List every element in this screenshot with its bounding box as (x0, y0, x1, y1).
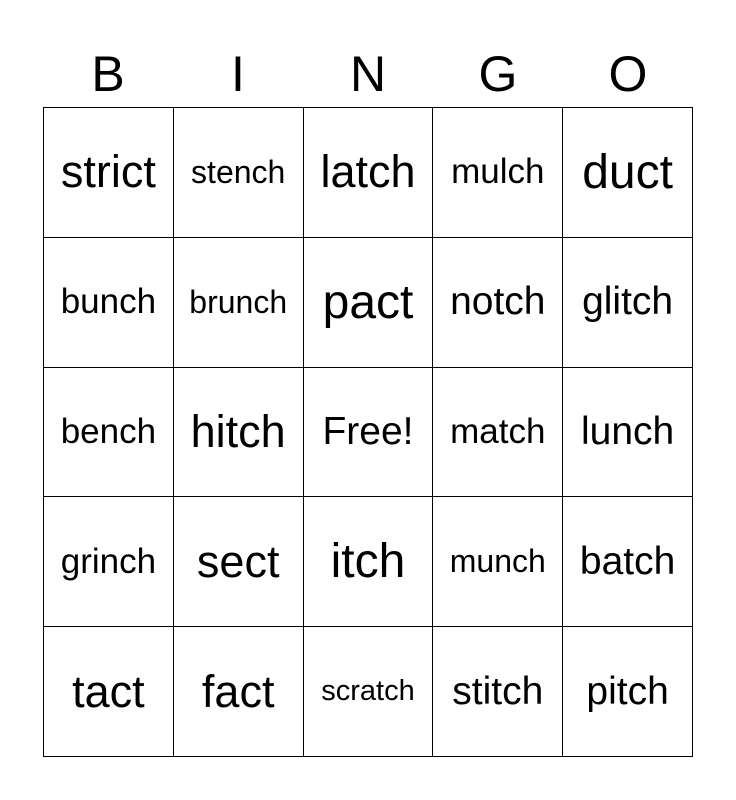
bingo-cell[interactable]: stench (174, 108, 304, 238)
bingo-cell[interactable]: mulch (433, 108, 563, 238)
bingo-cell[interactable]: pact (304, 238, 434, 368)
bingo-cell[interactable]: sect (174, 497, 304, 627)
header-letter-n: N (349, 46, 387, 102)
bingo-cell[interactable]: lunch (563, 368, 693, 498)
header-letter-o: O (608, 46, 648, 102)
free-space-cell[interactable]: Free! (304, 368, 434, 498)
bingo-cell[interactable]: duct (563, 108, 693, 238)
bingo-cell[interactable]: stitch (433, 627, 563, 757)
bingo-header (43, 44, 693, 108)
bingo-cell[interactable]: latch (304, 108, 434, 238)
bingo-cell[interactable]: strict (44, 108, 174, 238)
header-letter-g: G (478, 46, 518, 102)
bingo-cell[interactable]: fact (174, 627, 304, 757)
header-letter-i: I (231, 46, 245, 102)
bingo-cell[interactable]: notch (433, 238, 563, 368)
bingo-cell[interactable]: hitch (174, 368, 304, 498)
bingo-cell[interactable]: grinch (44, 497, 174, 627)
bingo-cell[interactable]: itch (304, 497, 434, 627)
bingo-cell[interactable]: pitch (563, 627, 693, 757)
bingo-cell[interactable]: batch (563, 497, 693, 627)
bingo-cell[interactable]: brunch (174, 238, 304, 368)
header-letter-b: B (91, 46, 125, 102)
bingo-cell[interactable]: glitch (563, 238, 693, 368)
bingo-board (43, 107, 693, 757)
bingo-cell[interactable]: bunch (44, 238, 174, 368)
bingo-cell[interactable]: tact (44, 627, 174, 757)
bingo-cell[interactable]: scratch (304, 627, 434, 757)
bingo-cell[interactable]: bench (44, 368, 174, 498)
bingo-cell[interactable]: match (433, 368, 563, 498)
bingo-cell[interactable]: munch (433, 497, 563, 627)
